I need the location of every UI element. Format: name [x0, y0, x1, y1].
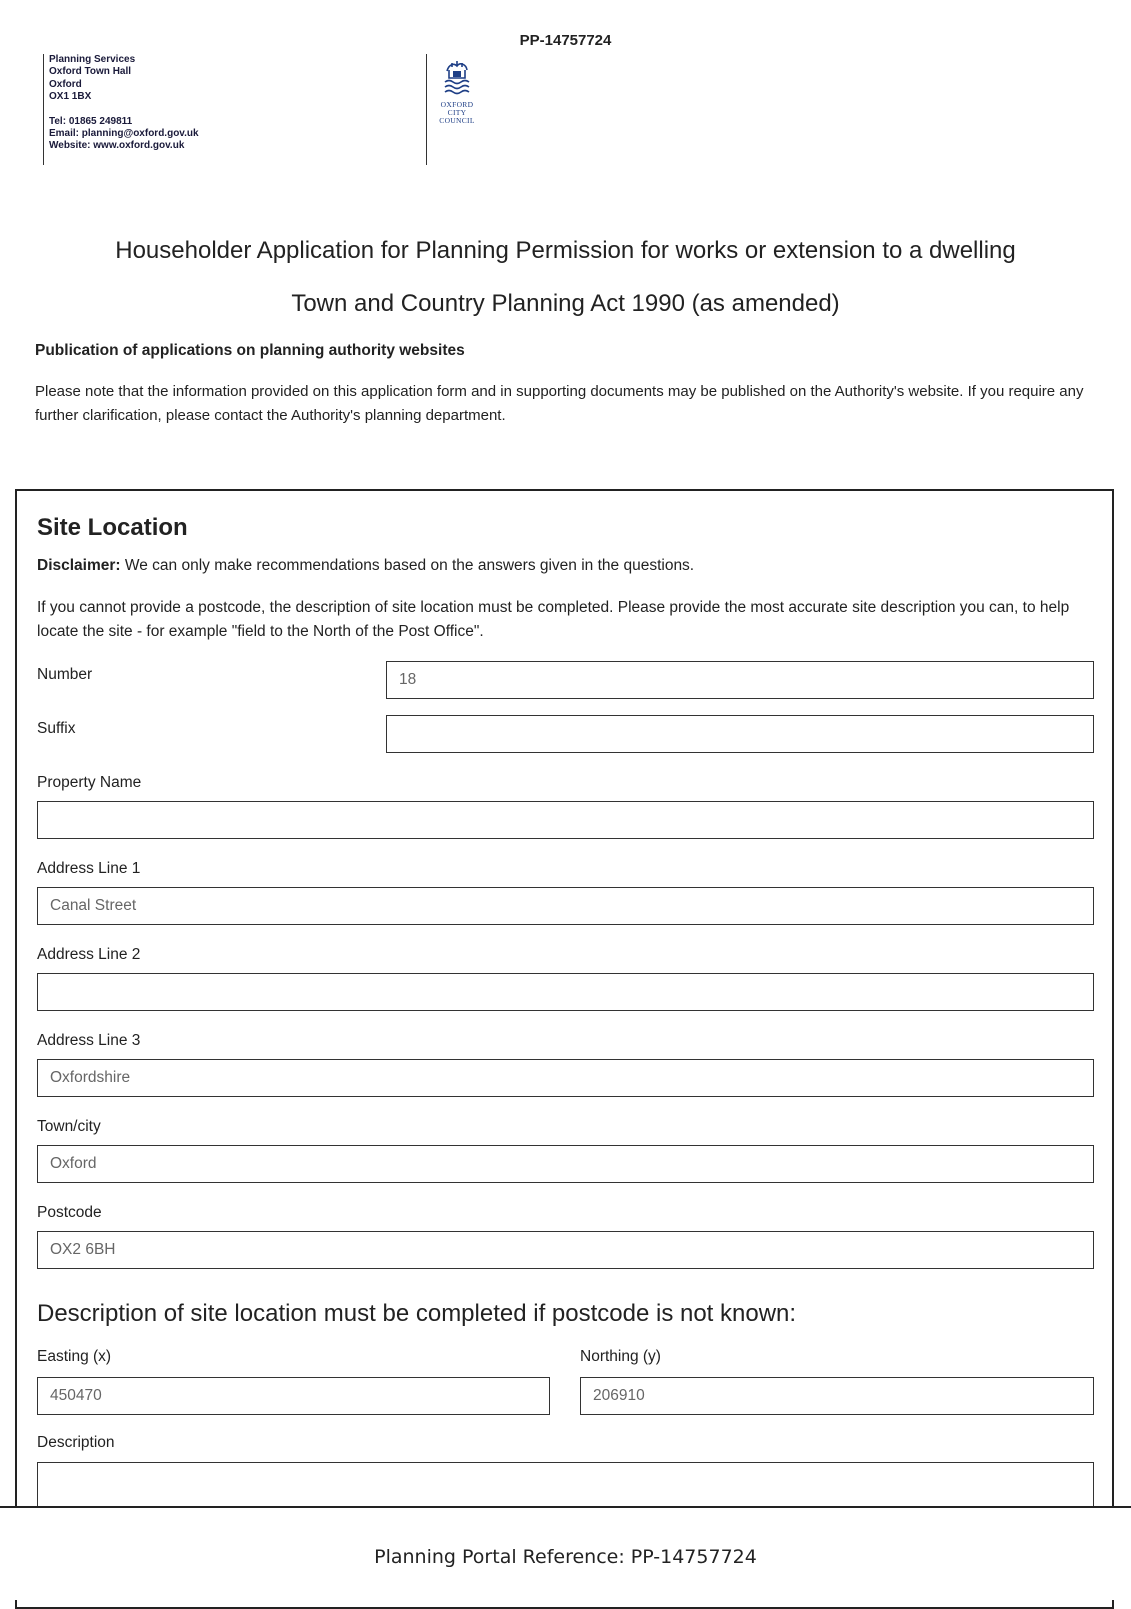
address-line: Planning Services	[49, 54, 136, 65]
address-line-2-label: Address Line 2	[37, 946, 141, 963]
northing-label: Northing (y)	[580, 1348, 661, 1365]
description-label: Description	[37, 1434, 115, 1451]
logo-text-line: OXFORD	[440, 100, 474, 109]
number-field[interactable]: 18	[386, 661, 1094, 699]
postcode-field[interactable]: OX2 6BH	[37, 1231, 1094, 1269]
address-line-1-field[interactable]: Canal Street	[37, 887, 1094, 925]
contact-email: Email: planning@oxford.gov.uk	[49, 128, 199, 140]
header-divider	[426, 54, 427, 165]
council-address	[43, 54, 199, 165]
description-section-heading: Description of site location must be completed if postcode is not known:	[37, 1300, 797, 1327]
disclaimer-label: Disclaimer:	[37, 557, 121, 574]
footer-divider	[0, 1506, 1131, 1508]
site-location-panel	[15, 489, 1114, 1609]
site-location-help: If you cannot provide a postcode, the description of site location must be completed. Please provide the most accurate site description you can, to help locate the site - for example "field to the North of the Post Office".	[37, 599, 1070, 640]
address-line-3-label: Address Line 3	[37, 1032, 141, 1049]
suffix-label: Suffix	[37, 720, 76, 737]
page-title: Householder Application for Planning Permission for works or extension to a dwelling	[115, 237, 1016, 264]
property-name-label: Property Name	[37, 774, 142, 791]
page-subtitle: Town and Country Planning Act 1990 (as amended)	[291, 290, 840, 317]
number-label: Number	[37, 666, 93, 683]
address-line-3-field[interactable]: Oxfordshire	[37, 1059, 1094, 1097]
council-logo	[438, 58, 476, 125]
site-location-heading: Site Location	[37, 514, 188, 541]
town-city-field[interactable]: Oxford	[37, 1145, 1094, 1183]
address-line: OX1 1BX	[49, 91, 92, 103]
northing-field[interactable]: 206910	[580, 1377, 1094, 1415]
disclaimer-text: We can only make recommendations based on the answers given in the questions.	[120, 557, 695, 574]
city-crest-icon	[440, 58, 474, 96]
address-line-2-field[interactable]	[37, 973, 1094, 1011]
town-city-label: Town/city	[37, 1118, 101, 1135]
property-name-field[interactable]	[37, 801, 1094, 839]
publication-heading: Publication of applications on planning authority websites	[35, 342, 465, 359]
postcode-label: Postcode	[37, 1204, 102, 1221]
address-line-1-label: Address Line 1	[37, 860, 141, 877]
publication-text: Please note that the information provided on this application form and in supporting documents may be published on the Authority's website. If you require any further clarification, please contact the Authority's planning department.	[35, 383, 1084, 424]
address-line: Oxford Town Hall	[49, 66, 132, 78]
disclaimer	[37, 557, 694, 575]
address-line: Oxford	[49, 78, 82, 90]
contact-phone: Tel: 01865 249811	[49, 115, 133, 127]
easting-field[interactable]: 450470	[37, 1377, 550, 1415]
suffix-field[interactable]	[386, 715, 1094, 753]
footer-reference: Planning Portal Reference: PP-14757724	[374, 1546, 757, 1568]
easting-label: Easting (x)	[37, 1348, 112, 1365]
reference-number: PP-14757724	[519, 32, 612, 49]
logo-text-line: COUNCIL	[439, 116, 475, 125]
contact-website: Website: www.oxford.gov.uk	[49, 140, 185, 152]
logo-text-line: CITY	[447, 108, 467, 117]
